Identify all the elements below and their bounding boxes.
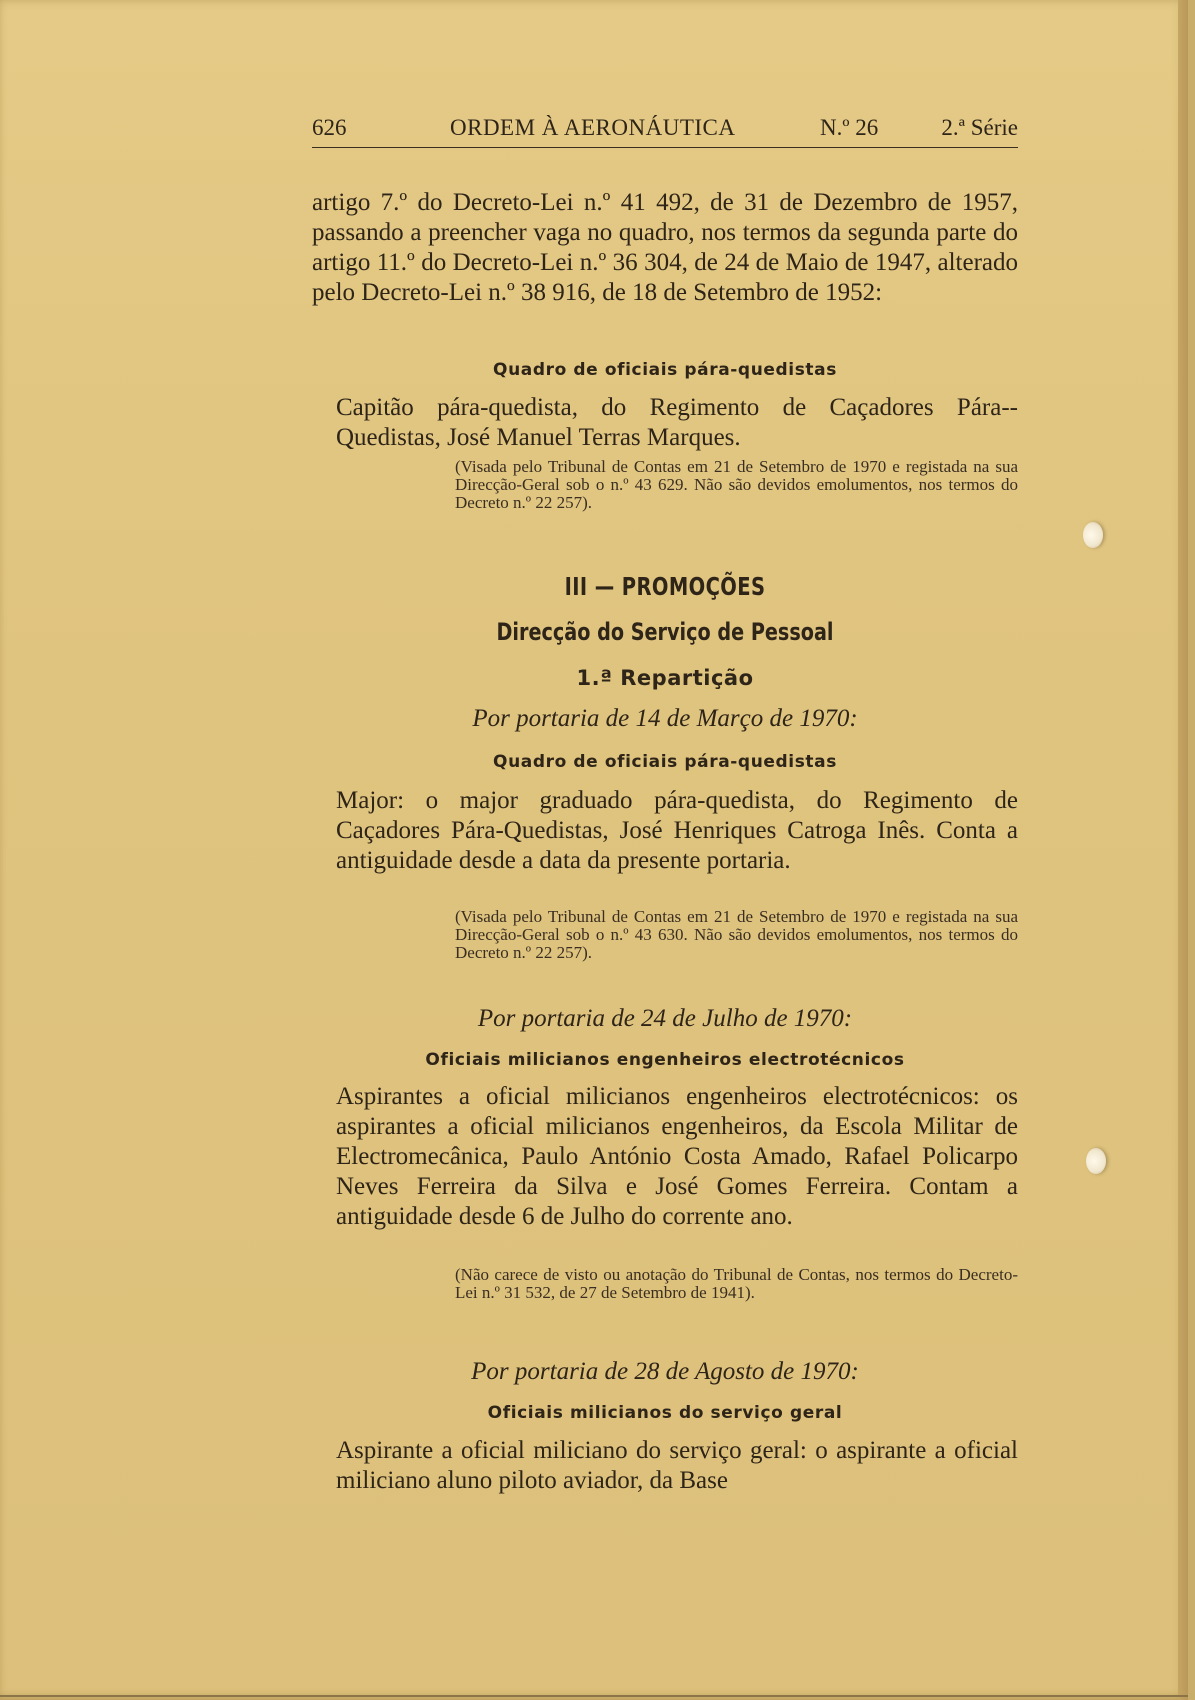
block2-note: (Visada pelo Tribunal de Contas em 21 de Setembro de 1970 e registada na sua Direcção-Geral sob o n.º 43 630. Não são devidos emolumentos, nos termos do Decreto n.º 22 257). [455,907,1018,962]
punch-hole [1083,522,1103,548]
page-header [312,115,1018,148]
page-edge [1178,0,1188,1700]
block3-portaria: Por portaria de 24 de Julho de 1970: [477,1005,853,1032]
block4-text: Aspirante a oficial miliciano do serviço geral: o aspirante a oficial miliciano aluno piloto aviador, da Base [336,1437,1018,1494]
punch-hole [1086,1148,1106,1174]
block1-heading: Quadro de oficiais pára-quedistas [493,360,837,380]
block3-note: (Não carece de visto ou anotação do Tribunal de Contas, nos termos do Decreto-Lei n.º 31 532, de 27 de Setembro de 1941). [455,1265,1018,1302]
publication-title: ORDEM À AERONÁUTICA [450,115,736,140]
block1-text: Capitão pára-quedista, do Regimento de Caçadores Pára--Quedistas, José Manuel Terras Marques. [336,394,1018,451]
intro-paragraph: artigo 7.º do Decreto-Lei n.º 41 492, de 31 de Dezembro de 1957, passando a preencher vaga no quadro, nos termos da segunda parte do artigo 11.º do Decreto-Lei n.º 36 304, de 24 de Maio de 1947, alterado pelo Decreto-Lei n.º 38 916, de 18 de Setembro de 1952: [312,189,1018,306]
division-title: Direcção do Serviço de Pessoal [496,618,834,646]
section-title: III — PROMOÇÕES [564,572,766,601]
block4-heading: Oficiais milicianos do serviço geral [487,1403,843,1423]
block2-text: Major: o major graduado pára-quedista, do Regimento de Caçadores Pára-Quedistas, José Henriques Catroga Inês. Conta a antiguidade desde a data da presente portaria. [336,787,1018,874]
block3-text: Aspirantes a oficial milicianos engenheiros electrotécnicos: os aspirantes a oficial milicianos engenheiros, da Escola Militar de Electromecânica, Paulo António Costa Amado, Rafael Policarpo Neves Ferreira da Silva e José Gomes Ferreira. Contam a antiguidade desde 6 de Julho do corrente ano. [336,1083,1018,1230]
block1-note: (Visada pelo Tribunal de Contas em 21 de Setembro de 1970 e registada na sua Direcção-Geral sob o n.º 43 629. Não são devidos emolumentos, nos termos do Decreto n.º 22 257). [455,457,1018,512]
block2-portaria: Por portaria de 14 de Março de 1970: [472,705,858,732]
block2-heading: Quadro de oficiais pára-quedistas [493,752,837,772]
block3-heading: Oficiais milicianos engenheiros electrotécnicos [425,1050,905,1070]
page-bottom-edge [0,1695,1188,1697]
series-label: 2.ª Série [941,115,1018,140]
repartition-title: 1.ª Repartição [576,666,754,690]
block4-portaria: Por portaria de 28 de Agosto de 1970: [471,1358,859,1385]
issue-number: N.º 26 [820,115,879,140]
page-number: 626 [312,115,347,140]
